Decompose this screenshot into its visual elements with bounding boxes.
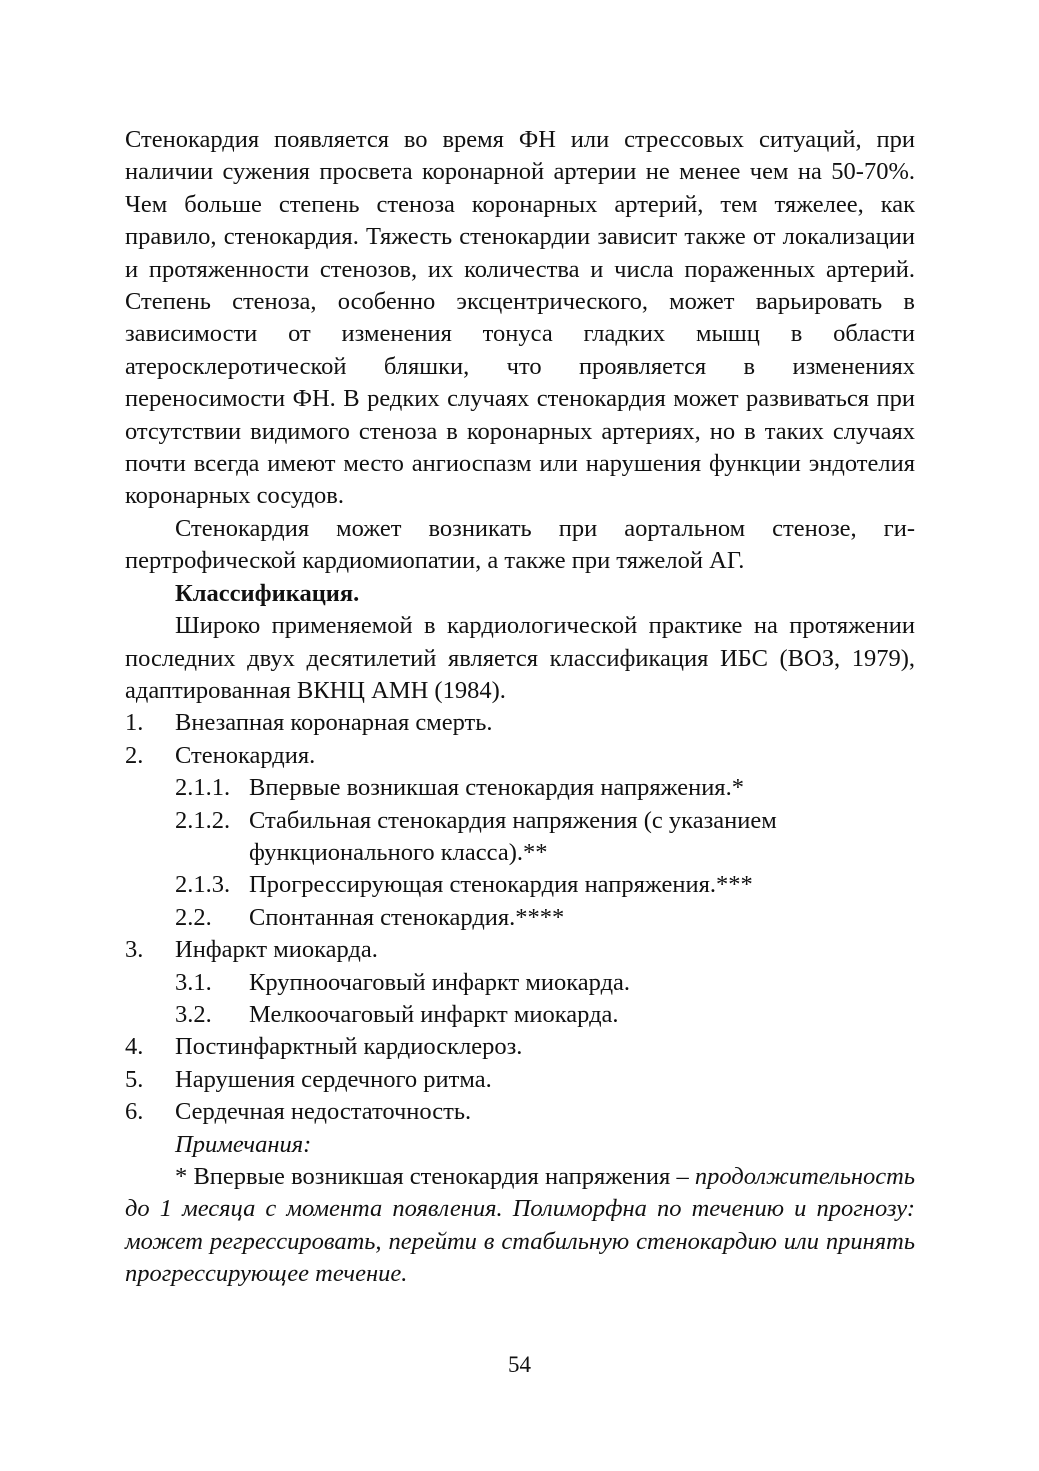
list-subitem	[125, 869, 915, 901]
list-subitem	[125, 772, 915, 804]
paragraph-angina-causes: Стенокардия может возникать при аортальном стенозе, гипертрофической кардиомиопатии, а также при тяжелой АГ.	[125, 514, 915, 575]
section-heading-classification: Классификация.	[175, 579, 360, 607]
list-item-number: 4.	[125, 1033, 144, 1061]
list-item-number: 5.	[125, 1065, 144, 1093]
list-subitem	[125, 805, 915, 870]
list-subitem-text: Прогрессирующая стенокардия напряжения.***	[249, 871, 753, 899]
list-item	[125, 934, 915, 966]
list-subitem-number: 2.1.3.	[175, 871, 231, 899]
notes-label: Примечания:	[175, 1130, 312, 1158]
list-item-text: Постинфарктный кардиосклероз.	[175, 1033, 523, 1061]
list-item-number: 1.	[125, 709, 144, 737]
list-subitem-text: Спонтанная стенокардия.****	[249, 903, 565, 931]
page-body	[125, 124, 915, 1291]
list-subitem-text: Мелкоочаговый инфаркт миокарда.	[249, 1000, 619, 1028]
list-item-number: 3.	[125, 936, 144, 964]
list-subitem-number: 3.1.	[175, 968, 212, 996]
list-subitem	[125, 967, 915, 999]
list-subitem-text: Впервые возникшая стенокардия напряжения.*	[249, 774, 744, 802]
list-subitem-number: 2.1.1.	[175, 774, 231, 802]
list-subitem-number: 2.2.	[175, 903, 212, 931]
list-item	[125, 1096, 915, 1128]
list-subitem	[125, 999, 915, 1031]
list-subitem-number: 2.1.2.	[175, 806, 231, 834]
note-term: * Впервые возникшая стенокардия напряжения –	[175, 1163, 695, 1190]
list-item-number: 6.	[125, 1098, 144, 1126]
list-subitem-text: Крупноочаговый инфаркт миокарда.	[249, 968, 631, 996]
classification-list	[125, 707, 915, 1128]
list-item	[125, 1031, 915, 1063]
page-number: 54	[508, 1352, 531, 1377]
list-item	[125, 1064, 915, 1096]
note-definition: продолжительность до 1 месяца с момента появления. Полиморфна по течению и прогнозу: может регрессировать, перейти в стабильную стенокардию или принять прогрессирующее течение.	[125, 1163, 915, 1288]
list-item-text: Инфаркт миокарда.	[175, 936, 378, 964]
list-item-text: Сердечная недостаточность.	[175, 1098, 472, 1126]
list-item	[125, 707, 915, 739]
list-subitem-number: 3.2.	[175, 1000, 212, 1028]
list-item-text: Стенокардия.	[175, 741, 316, 769]
note-first-angina	[125, 1161, 915, 1291]
list-item	[125, 740, 915, 772]
paragraph-classification-intro: Широко применяемой в кардиологической практике на протяжении последних двух десятилетий является классификация ИБС (ВОЗ, 1979), адаптированная ВКНЦ АМН (1984).	[125, 612, 915, 704]
paragraph-angina-stenosis: Стенокардия появляется во время ФН или стрессовых ситуаций, при наличии сужения просвета коронарной артерии не менее чем на 50-70%. Чем больше степень стеноза коронарных артерий, тем тяжелее, как правило, стенокардия. Тяжесть стенокардии зависит также от локализации и протяженности стенозов, их количества и числа пораженных артерий. Степень стеноза, особенно эксцентрического, может варьировать в зависимости от изменения тонуса гладких мышц в области атеросклеротической бляшки, что проявляется в изменениях переносимости ФН. В редких случаях стенокардия может развиваться при отсутствии видимого стеноза в коронарных артериях, но в таких случаях почти всегда имеют место ангиоспазм или нарушения функции эндотелия коронарных сосудов.	[125, 126, 915, 510]
list-item-text: Внезапная коронарная смерть.	[175, 709, 493, 737]
list-subitem	[125, 902, 915, 934]
list-item-number: 2.	[125, 741, 144, 769]
list-item-text: Нарушения сердечного ритма.	[175, 1065, 492, 1093]
list-subitem-text: Стабильная стенокардия напряжения (с указанием функционального класса).**	[249, 806, 777, 866]
